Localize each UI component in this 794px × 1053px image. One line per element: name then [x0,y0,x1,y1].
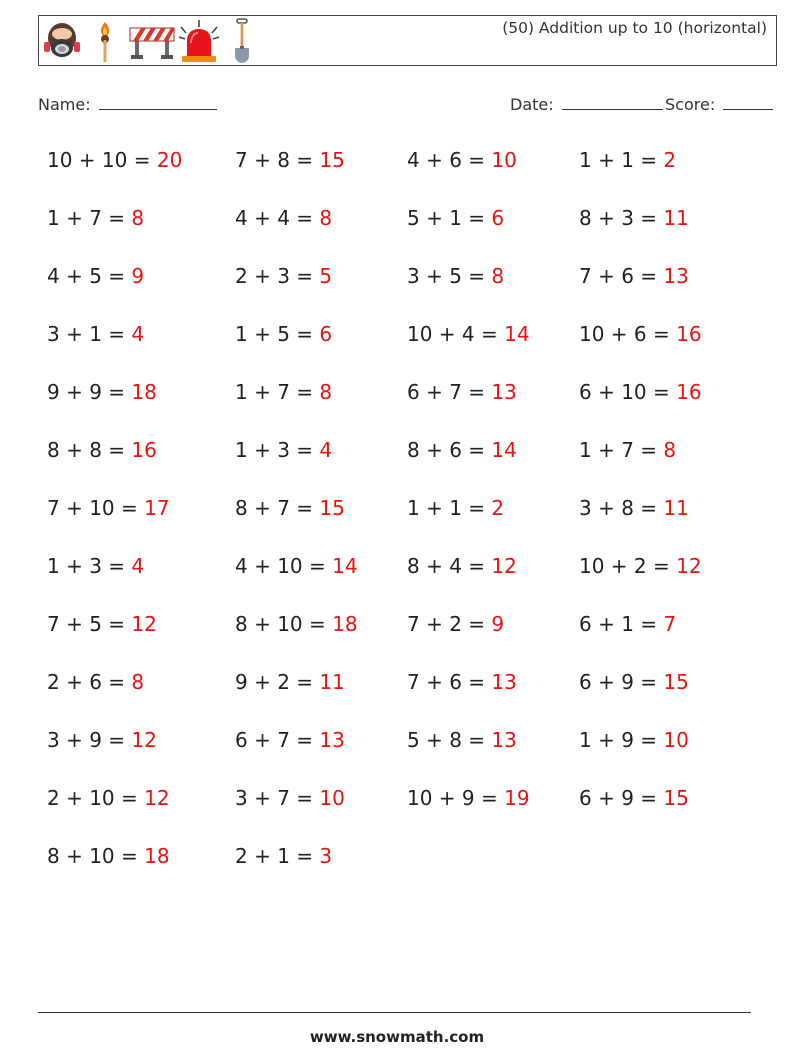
problem-item [235,786,345,810]
problem-question: 1 + 7 = [47,206,126,230]
problem-item [579,380,702,404]
problem-answer: 14 [332,554,358,578]
problem-answer: 18 [144,844,170,868]
problem-question: 5 + 8 = [407,728,486,752]
problem-answer: 11 [319,670,345,694]
problem-question: 8 + 7 = [235,496,314,520]
problem-item [579,322,702,346]
problem-answer: 12 [676,554,702,578]
problem-answer: 2 [663,148,677,172]
problem-item [235,264,332,288]
problem-item [235,844,332,868]
problem-item [47,844,170,868]
problem-answer: 20 [156,148,183,172]
problem-answer: 13 [491,380,517,404]
problem-item [579,438,676,462]
problem-question: 3 + 8 = [579,496,658,520]
name-blank-line [99,93,217,110]
problem-item [235,496,345,520]
problem-question: 4 + 4 = [235,206,314,230]
problem-question: 7 + 6 = [579,264,658,288]
problem-item [47,670,144,694]
problem-answer: 7 [663,612,677,636]
gas-mask-icon [42,20,82,62]
problem-item [235,438,332,462]
problem-item [407,206,504,230]
problem-item [407,728,517,752]
problem-question: 1 + 1 = [407,496,486,520]
problem-question: 6 + 7 = [235,728,314,752]
problem-question: 1 + 1 = [579,148,658,172]
problem-answer: 10 [663,728,689,752]
problem-item [47,554,144,578]
problem-question: 6 + 10 = [579,380,670,404]
siren-icon [177,19,221,65]
problem-answer: 10 [491,148,517,172]
problem-item [47,728,157,752]
problem-question: 10 + 9 = [407,786,498,810]
problem-answer: 6 [491,206,505,230]
problem-answer: 3 [319,844,333,868]
problem-item [407,496,504,520]
problem-answer: 4 [319,438,333,462]
problem-item [47,786,170,810]
problem-question: 9 + 9 = [47,380,126,404]
problem-question: 10 + 6 = [579,322,670,346]
problem-item [47,264,144,288]
problem-item [47,322,144,346]
problem-item [407,264,504,288]
problem-answer: 9 [491,612,505,636]
problem-question: 2 + 6 = [47,670,126,694]
problem-item [235,322,332,346]
problem-item [47,438,157,462]
problem-question: 8 + 4 = [407,554,486,578]
problem-answer: 15 [319,496,345,520]
problem-answer: 15 [319,148,345,172]
problem-item [579,496,689,520]
problem-question: 8 + 10 = [235,612,326,636]
problem-question: 7 + 5 = [47,612,126,636]
date-field [510,93,663,114]
problem-answer: 14 [491,438,517,462]
problem-answer: 15 [663,786,689,810]
problem-question: 1 + 3 = [235,438,314,462]
score-blank-line [723,93,773,110]
problem-item [407,554,517,578]
problem-question: 2 + 3 = [235,264,314,288]
problem-answer: 8 [491,264,505,288]
problem-item [407,148,517,172]
problem-question: 7 + 6 = [407,670,486,694]
problem-item [235,206,332,230]
problem-question: 3 + 5 = [407,264,486,288]
problem-question: 4 + 6 = [407,148,486,172]
problem-answer: 8 [131,206,145,230]
problem-item [47,148,182,172]
problem-question: 2 + 1 = [235,844,314,868]
problem-question: 5 + 1 = [407,206,486,230]
problem-answer: 17 [144,496,170,520]
problem-question: 6 + 1 = [579,612,658,636]
problem-answer: 11 [663,496,689,520]
problem-answer: 9 [131,264,145,288]
problem-question: 1 + 7 = [579,438,658,462]
score-label: Score: [665,95,716,114]
problem-answer: 16 [676,322,702,346]
name-label: Name: [38,95,91,114]
score-field [665,93,773,114]
problem-answer: 12 [131,728,157,752]
problem-answer: 15 [663,670,689,694]
problem-question: 10 + 10 = [47,148,151,172]
problem-question: 7 + 2 = [407,612,486,636]
problem-item [579,786,689,810]
shovel-icon [232,18,252,64]
problem-question: 8 + 3 = [579,206,658,230]
problem-answer: 5 [319,264,333,288]
problem-item [235,670,345,694]
problem-question: 1 + 9 = [579,728,658,752]
problem-question: 3 + 9 = [47,728,126,752]
problem-answer: 13 [663,264,689,288]
problem-question: 10 + 4 = [407,322,498,346]
problem-answer: 13 [491,728,517,752]
problem-answer: 8 [319,206,333,230]
problem-item [235,148,345,172]
date-blank-line [562,93,663,110]
problem-question: 8 + 10 = [47,844,138,868]
problem-question: 7 + 8 = [235,148,314,172]
problem-item [407,786,530,810]
problem-item [579,206,689,230]
problem-question: 6 + 9 = [579,670,658,694]
problem-question: 6 + 9 = [579,786,658,810]
footer-divider [38,1012,751,1013]
problem-answer: 2 [491,496,505,520]
problem-answer: 12 [144,786,170,810]
problem-item [235,554,358,578]
problem-item [579,670,689,694]
problem-answer: 13 [319,728,345,752]
problem-question: 6 + 7 = [407,380,486,404]
problem-item [579,264,689,288]
problem-item [235,380,332,404]
problem-answer: 10 [319,786,345,810]
problem-question: 2 + 10 = [47,786,138,810]
worksheet-header [38,15,777,66]
problem-answer: 8 [319,380,333,404]
problem-question: 3 + 1 = [47,322,126,346]
problem-answer: 16 [131,438,157,462]
problem-question: 4 + 5 = [47,264,126,288]
problem-question: 1 + 3 = [47,554,126,578]
problem-item [579,148,676,172]
problem-question: 1 + 7 = [235,380,314,404]
road-barrier-icon [129,24,175,60]
problem-question: 9 + 2 = [235,670,314,694]
problem-answer: 19 [504,786,530,810]
problem-item [407,670,517,694]
problem-item [47,496,170,520]
problem-item [47,380,157,404]
problem-answer: 14 [504,322,530,346]
problem-question: 10 + 2 = [579,554,670,578]
problem-answer: 11 [663,206,689,230]
problem-answer: 8 [131,670,145,694]
name-field [38,93,217,114]
problem-question: 4 + 10 = [235,554,326,578]
problem-answer: 13 [491,670,517,694]
problem-item [407,380,517,404]
problem-item [579,554,702,578]
problem-answer: 18 [332,612,358,636]
problem-answer: 4 [131,322,145,346]
problem-answer: 4 [131,554,145,578]
problem-answer: 6 [319,322,333,346]
date-label: Date: [510,95,554,114]
problem-item [47,206,144,230]
problem-item [235,728,345,752]
problem-item [579,612,676,636]
problem-question: 7 + 10 = [47,496,138,520]
problem-question: 1 + 5 = [235,322,314,346]
worksheet-title: (50) Addition up to 10 (horizontal) [502,19,767,37]
problem-question: 8 + 6 = [407,438,486,462]
problem-answer: 12 [491,554,517,578]
problem-item [235,612,358,636]
problem-item [579,728,689,752]
problem-answer: 18 [131,380,157,404]
footer-website[interactable]: www.snowmath.com [309,1028,485,1046]
problem-answer: 16 [676,380,702,404]
problem-question: 8 + 8 = [47,438,126,462]
problem-item [407,322,530,346]
match-icon [95,20,115,64]
problem-question: 3 + 7 = [235,786,314,810]
problem-item [407,612,504,636]
problem-answer: 8 [663,438,677,462]
problem-item [407,438,517,462]
problem-answer: 12 [131,612,157,636]
problem-item [47,612,157,636]
